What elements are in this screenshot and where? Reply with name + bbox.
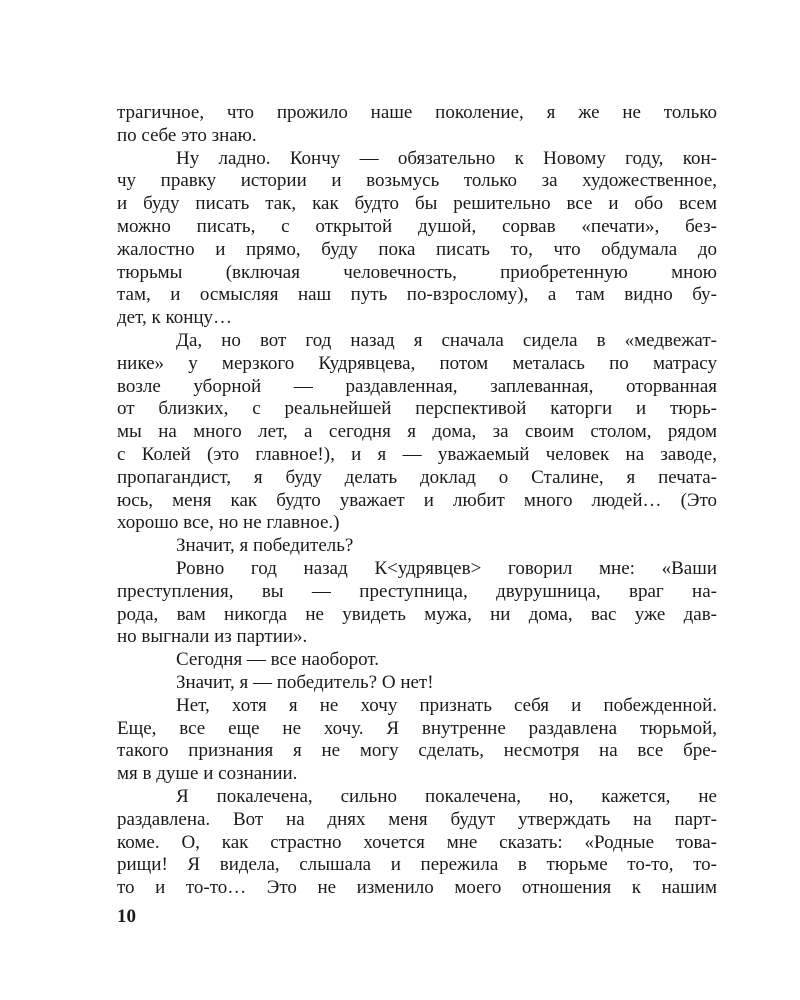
text-line: юсь, меня как будто уважает и любит много людей… (Это [117, 489, 717, 511]
page-number: 10 [117, 906, 136, 927]
text-line: мы на много лет, а сегодня я дома, за своим столом, рядом [117, 421, 717, 443]
paragraph [117, 535, 717, 558]
text-line: Сегодня — все наоборот. [176, 649, 380, 671]
text-line: Ну ладно. Кончу — обязательно к Новому году, кон- [176, 147, 717, 169]
text-line: раздавлена. Вот на днях меня будут утверждать на парт- [117, 808, 717, 830]
text-line: пропагандист, я буду делать доклад о Сталине, я печата- [117, 466, 717, 488]
paragraph [117, 672, 717, 695]
text-line: возле уборной — раздавленная, заплеванная, оторванная [117, 375, 717, 397]
text-line: Нет, хотя я не хочу признать себя и побежденной. [176, 694, 717, 716]
text-line: с Колей (это главное!), и я — уважаемый человек на заводе, [117, 443, 717, 465]
text-line: Значит, я победитель? [176, 535, 354, 557]
text-line: от близких, с реальнейшей перспективой каторги и тюрь- [117, 398, 717, 420]
text-line: жалостно и прямо, буду пока писать то, что обдумала до [117, 238, 717, 260]
text-line: то и то-то… Это не изменило моего отношения к нашим [117, 877, 717, 899]
paragraph [117, 695, 717, 786]
text-line: хорошо все, но не главное.) [117, 512, 340, 534]
text-line: Значит, я — победитель? О нет! [176, 671, 434, 693]
text-line: можно писать, с открытой душой, сорвав «печати», без- [117, 215, 717, 237]
text-line: мя в душе и сознании. [117, 763, 298, 785]
paragraph [117, 786, 717, 900]
text-line: и буду писать так, как будто бы решительно все и обо всем [117, 193, 717, 215]
text-line: чу правку истории и возьмусь только за художественное, [117, 170, 717, 192]
text-line: Ровно год назад К<удрявцев> говорил мне: «Ваши [176, 557, 717, 579]
text-line: преступления, вы — преступница, двурушница, враг на- [117, 580, 717, 602]
text-line: Еще, все еще не хочу. Я внутренне раздавлена тюрьмой, [117, 717, 717, 739]
text-line: дет, к концу… [117, 307, 233, 329]
text-line: нике» у мерзкого Кудрявцева, потом металась по матрасу [117, 352, 717, 374]
text-line: тюрьмы (включая человечность, приобретенную мною [117, 261, 717, 283]
text-line: такого признания я не могу сделать, несмотря на все бре- [117, 740, 717, 762]
text-line: Да, но вот год назад я сначала сидела в «медвежат- [176, 329, 717, 351]
body-text [117, 102, 717, 900]
paragraph [117, 649, 717, 672]
text-line: но выгнали из партии». [117, 626, 308, 648]
text-line: коме. О, как страстно хочется мне сказать: «Родные това- [117, 831, 717, 853]
paragraph [117, 102, 717, 148]
paragraph [117, 558, 717, 649]
paragraph [117, 148, 717, 330]
text-line: трагичное, что прожило наше поколение, я же не только [117, 102, 717, 123]
text-line: рищи! Я видела, слышала и пережила в тюрьме то-то, то- [117, 854, 717, 876]
text-line: по себе это знаю. [117, 124, 257, 146]
text-line: Я покалечена, сильно покалечена, но, кажется, не [176, 785, 717, 807]
text-line: там, и осмысляя наш путь по-взрослому), а там видно бу- [117, 284, 717, 306]
paragraph [117, 330, 717, 535]
text-line: рода, вам никогда не увидеть мужа, ни дома, вас уже дав- [117, 603, 717, 625]
